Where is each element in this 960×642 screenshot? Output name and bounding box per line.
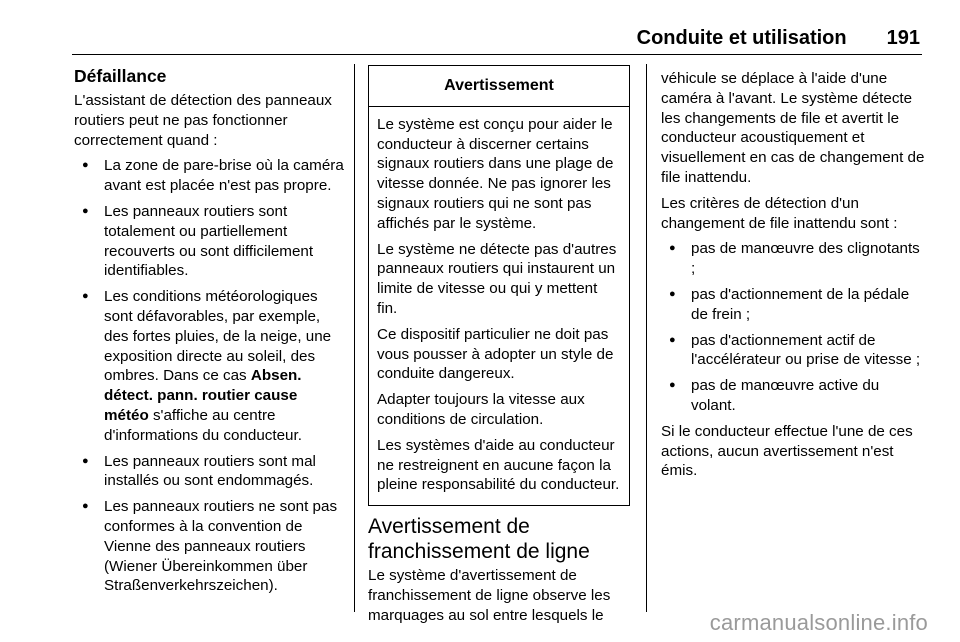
section-heading-lane-departure: Avertissement de franchissement de ligne: [368, 515, 590, 564]
list-item: ● La zone de pare-brise où la caméra avant est placée n'est pas propre.: [74, 156, 346, 196]
header-rule: [72, 54, 922, 55]
page-header: [72, 27, 920, 53]
column-left: [74, 65, 346, 602]
list-item: ● Les panneaux routiers sont totalement ou partiellement recouverts ou sont difficilement identifiables.: [74, 202, 346, 281]
list-item-text: s'affiche au centre d'informations du conducteur.: [104, 406, 302, 444]
list-item: ● pas de manœuvre des clignotants ;: [661, 239, 927, 279]
list-item: ● Les panneaux routiers sont mal installés ou sont endommagés.: [74, 452, 346, 492]
display-message: Absen. détect. pann. routier cause météo: [104, 367, 302, 424]
lane-departure-continued: véhicule se déplace à l'aide d'une caméra à l'avant. Le système détecte les changements de file et avertit le conducteur acoustiquement et visuellement en cas de changement de file inattendu.: [661, 70, 925, 186]
warning-paragraph: Ce dispositif particulier ne doit pas vous pousser à adopter un style de conduite dangereux.: [377, 325, 614, 383]
failure-intro: L'assistant de détection des panneaux routiers peut ne pas fonctionner correctement quand :: [74, 92, 332, 149]
warning-paragraph: Les systèmes d'aide au conducteur ne restreignent en aucune façon la pleine responsabilité du conducteur.: [377, 436, 620, 494]
warning-paragraph: Le système ne détecte pas d'autres panneaux routiers qui instaurent un limite de vitesse ou qui y mettent fin.: [377, 240, 617, 317]
warning-paragraph: Le système est conçu pour aider le conducteur à discerner certains signaux routiers dans une plage de vitesse donnée. Ne pas ignorer les signaux routiers qui ne sont pas affichés par le système.: [377, 115, 614, 232]
detection-criteria-intro: Les critères de détection d'un changement de file inattendu sont :: [661, 194, 898, 232]
warning-box: [368, 65, 630, 506]
column-right: [661, 69, 927, 487]
lane-departure-text: Le système d'avertissement de franchissement de ligne observe les marquages au sol entre lesquels le: [368, 567, 611, 624]
list-item: ● pas d'actionnement actif de l'accélérateur ou prise de vitesse ;: [661, 331, 927, 371]
page-number: 191: [886, 27, 920, 49]
warning-paragraph: Adapter toujours la vitesse aux conditions de circulation.: [377, 391, 585, 428]
column-divider-right: [646, 64, 647, 612]
list-item: ● pas de manœuvre active du volant.: [661, 376, 927, 416]
no-warning-text: Si le conducteur effectue l'une de ces actions, aucun avertissement n'est émis.: [661, 422, 913, 480]
list-item-text: Les conditions météorologiques sont défavorables, par exemple, des fortes pluies, de la neige, une exposition directe au soleil, des ombres. Dans ce cas: [104, 288, 332, 385]
criteria-list: [661, 239, 927, 415]
page-title: Conduite et utilisation: [636, 27, 847, 49]
column-divider-left: [354, 64, 355, 612]
warning-title: Avertissement: [369, 66, 629, 107]
list-item: ● Les panneaux routiers ne sont pas conformes à la convention de Vienne des panneaux routiers (Wiener Übereinkommen über Straßenverkehrszeichen).: [74, 497, 346, 596]
warning-body: [369, 107, 629, 505]
list-item: [74, 287, 346, 445]
section-heading-failure: Défaillance: [74, 66, 167, 86]
failure-list: [74, 156, 346, 596]
list-item: ● pas d'actionnement de la pédale de frein ;: [661, 285, 927, 325]
watermark: carmanualsonline.info: [709, 610, 928, 635]
column-middle: [368, 65, 630, 632]
